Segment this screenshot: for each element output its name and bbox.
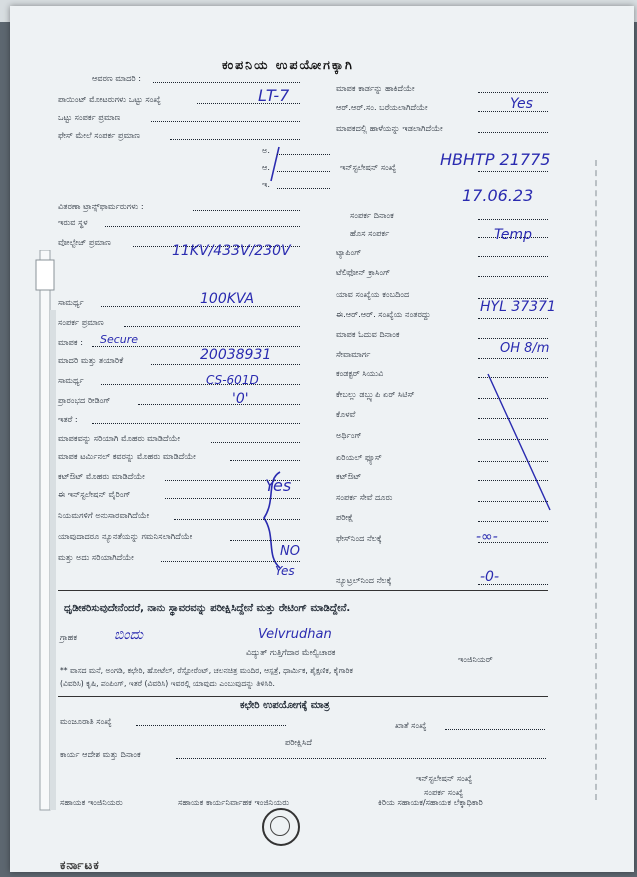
field-label-read: ಪ್ರಾರಂಭದ ರೀಡಿಂಗ್ bbox=[58, 395, 111, 405]
installation-no-label: ಇನ್‌ಸ್ಟಲೇಷನ್ ಸಂಖ್ಯೆ bbox=[416, 773, 473, 783]
field-label-conn: ಸಂಪರ್ಕ ಪ್ರಮಾಣ bbox=[58, 317, 104, 327]
field-line-seal2[interactable] bbox=[230, 460, 300, 461]
consumer-value: ಬಿಂದು bbox=[114, 627, 144, 643]
field-value-new: Temp bbox=[494, 227, 532, 243]
field-line-a2[interactable] bbox=[277, 171, 330, 172]
field-label-mbook: ಮಾಪಕದಲ್ಲಿ ಹಾಳೆಯನ್ನು ಇಡಲಾಗಿದೆಯೇ bbox=[336, 123, 443, 133]
field-line-model[interactable] bbox=[151, 364, 300, 365]
field-line-seal3[interactable] bbox=[165, 480, 300, 481]
field-label-new: ಹೊಸ ಸಂಪರ್ಕ bbox=[350, 228, 390, 238]
field-line-avarana[interactable] bbox=[153, 82, 300, 83]
field-value-meter: Secure bbox=[100, 333, 139, 346]
field-value-route: OH 8/m bbox=[500, 341, 550, 356]
field-line-cond[interactable] bbox=[478, 377, 548, 378]
field-label-total: ಒಟ್ಟು ಸಂಪರ್ಕ ಪ್ರಮಾಣ bbox=[58, 112, 121, 122]
field-line-read[interactable] bbox=[138, 404, 300, 405]
field-label-trans: ವಿತರಣಾ ಟ್ರಾನ್ಸ್‌ಫಾರ್ಮರುಗಳು : bbox=[58, 201, 144, 211]
field-line-route[interactable] bbox=[478, 358, 548, 359]
field-label-defect: ಯಾವುದಾದರೂ ನ್ಯೂನತೆಯನ್ನು ಗಮನಿಸಲಾಗಿದೆಯೇ bbox=[58, 531, 193, 541]
field-line-dist[interactable] bbox=[478, 501, 548, 502]
field-line-other[interactable] bbox=[92, 423, 300, 424]
field-label-mdate: ಮಾಪಕ ಓದುವ ದಿನಾಂಕ bbox=[336, 329, 400, 339]
field-line-err[interactable] bbox=[478, 318, 548, 319]
field-label-pole: ಯಾವ ಸಂಖ್ಯೆಯ ಕಂಬದಿಂದ bbox=[336, 289, 410, 299]
field-label-seal1: ಮಾಪಕವನ್ನು ಸರಿಯಾಗಿ ಮೊಹರು ಮಾಡಿದೆಯೇ bbox=[58, 433, 181, 443]
field-line-fuse[interactable] bbox=[478, 461, 548, 462]
field-label-seal2: ಮಾಪಕ ಟರ್ಮಿನಲ್ ಕವರನ್ನು ಮೊಹರು ಮಾಡಿದೆಯೇ bbox=[58, 451, 196, 461]
field-value-paint: LT-7 bbox=[258, 86, 290, 105]
field-line-kole[interactable] bbox=[478, 418, 548, 419]
field-label-paint: ಪಾಯಿಂಟ್ ಮೋಟರುಗಳು ಒಟ್ಟು ಸಂಖ್ಯೆ bbox=[58, 94, 161, 104]
field-label-test: ಪರೀಕ್ಷೆ bbox=[336, 512, 354, 522]
ledger-label: ಖಾತೆ ಸಂಖ್ಯೆ bbox=[395, 720, 427, 730]
note-line1: ** ವಾಸದ ಮನೆ, ಅಂಗಡಿ, ಕಛೇರಿ, ಹೋಟೆಲ್, ರೆಸ್ಟೋರೆಂಟ್, ಚಲನಚಿತ್ರ ಮಂದಿರ, ಆಸ್ಪತ್ರೆ, ಧಾರ್ಮಿಕ, ಶೈಕ್ಷಣಿಕ, ಕೈಗಾರಿಕ bbox=[60, 666, 353, 675]
field-value-err: HYL 37371 bbox=[480, 299, 556, 315]
field-line-conn[interactable] bbox=[124, 326, 300, 327]
diagonal-strike-icon bbox=[480, 370, 560, 520]
field-label-other: ಇತರೆ : bbox=[58, 414, 78, 424]
field-label-phearth: ಫೇಸ್‌ನಿಂದ ನೆಲಕ್ಕೆ bbox=[336, 533, 382, 543]
field-line-trans[interactable] bbox=[193, 210, 300, 211]
field-line-a3[interactable] bbox=[277, 188, 330, 189]
field-label-fuse: ಏರಿಯಲ್ ಫ್ಯೂಸ್ bbox=[336, 452, 382, 462]
divider bbox=[58, 590, 548, 591]
field-value-nearth: -0- bbox=[480, 569, 500, 585]
field-line-cutout[interactable] bbox=[478, 480, 548, 481]
field-label-cdate: ಸಂಪರ್ಕ ದಿನಾಂಕ bbox=[350, 210, 394, 220]
field-label-ok: ಮತ್ತು ಅದು ಸರಿಯಾಗಿದೆಯೇ bbox=[58, 552, 134, 562]
field-line-tap[interactable] bbox=[478, 256, 548, 257]
field-label-meter: ಮಾಪಕ : bbox=[58, 337, 83, 347]
checked-label: ಪರೀಕ್ಷಿಸಿದೆ bbox=[285, 737, 312, 747]
field-value-ok: Yes bbox=[275, 564, 295, 578]
field-label-err: ಈ.ಆರ್.ಆರ್. ಸಂಖ್ಯೆಯ ನಂತರದ್ದು bbox=[336, 309, 431, 319]
field-line-mbook[interactable] bbox=[478, 132, 548, 133]
field-label-a2: ಆ. bbox=[262, 162, 271, 172]
contractor-label: ವಿದ್ಯುತ್ ಗುತ್ತಿಗೆದಾರ ಮೇಲ್ವಿಚಾರಕ bbox=[246, 647, 336, 657]
asst-engineer-sig: ಸಹಾಯಕ ಇಂಜಿನಿಯರು bbox=[60, 797, 123, 807]
form-title: ಕಂಪನಿಯ ಉಪಯೋಗಕ್ಕಾಗಿ bbox=[222, 57, 354, 72]
field-value-cdate: 17.06.23 bbox=[462, 186, 534, 205]
field-value-read: '0' bbox=[232, 391, 249, 407]
seal-yes-value: Yes bbox=[265, 476, 292, 495]
field-label-avarana: ಆವರಣ ಮಾದರಿ : bbox=[92, 73, 142, 83]
field-line-rules[interactable] bbox=[174, 519, 300, 520]
field-line-cable[interactable] bbox=[478, 398, 548, 399]
order-label: ಕಾರ್ಯ ಆದೇಶ ಮತ್ತು ದಿನಾಂಕ bbox=[60, 749, 141, 759]
contractor-signature: Velvrudhan bbox=[258, 627, 332, 642]
field-line-cdate[interactable] bbox=[478, 219, 548, 220]
field-label-nearth: ನ್ಯೂಟ್ರಲ್‌ನಿಂದ ನೆಲಕ್ಕೆ bbox=[336, 575, 392, 585]
field-label-cap: ಸಾಮರ್ಥ್ಯ bbox=[58, 297, 84, 307]
field-label-a1: ಅ. bbox=[262, 145, 270, 155]
field-label-cond: ಕಂಡಕ್ಟರ್ ಸಿಯುವಿ bbox=[336, 368, 384, 378]
field-label-place: ಇರುವ ಸ್ಥಳ bbox=[58, 217, 88, 227]
field-line-defect[interactable] bbox=[230, 540, 300, 541]
field-label-volt: ವೋಲ್ಟೇಜ್ ಪ್ರಮಾಣ bbox=[58, 237, 111, 247]
field-label-rr: ಆರ್.ಆರ್.ಸಂ. ಬರೆಯಲಾಗಿದೆಯೇ bbox=[336, 102, 428, 112]
field-label-tel: ಟೆಲಿಫೋನ್ ಕ್ರಾಸಿಂಗ್ bbox=[336, 267, 391, 277]
field-label-inst: ಇನ್‌ಸ್ಟಲೇಷನ್ ಸಂಖ್ಯೆ bbox=[340, 162, 397, 172]
field-value-phearth: -∞- bbox=[476, 529, 498, 545]
field-label-cable: ಕೇಬಲ್ಲು ಡಬ್ಲ್ಯುಪಿ ಏರ್ ಸಿಟಿಸ್ bbox=[336, 389, 415, 399]
field-line-inst[interactable] bbox=[478, 171, 548, 172]
field-line-cap2[interactable] bbox=[101, 384, 300, 385]
field-line-seal1[interactable] bbox=[211, 442, 300, 443]
field-value-defect: NO bbox=[280, 544, 300, 559]
field-label-earth: ಅರ್ಥಿಂಗ್ bbox=[336, 430, 362, 440]
field-line-wiring[interactable] bbox=[165, 498, 300, 499]
field-label-tap: ಟ್ಯಾಪಿಂಗ್ bbox=[336, 247, 362, 257]
ledger-field[interactable] bbox=[445, 729, 545, 730]
field-label-rules: ನಿಯಮಗಳಿಗೆ ಅನುಸಾರವಾಗಿದೆಯೇ bbox=[58, 510, 150, 520]
field-label-cutout: ಕಟ್‌ಔಟ್ bbox=[336, 471, 362, 481]
field-label-mcard: ಮಾಪಕ ಕಾರ್ಡನ್ನು ಹಾಕಿದೆಯೇ bbox=[336, 83, 415, 93]
field-value-cap: 100KVA bbox=[200, 291, 255, 307]
company-seal-icon bbox=[262, 808, 300, 846]
field-line-tel[interactable] bbox=[478, 276, 548, 277]
sanction-field[interactable] bbox=[136, 725, 286, 726]
field-line-a1[interactable] bbox=[277, 154, 330, 155]
divider bbox=[58, 696, 548, 697]
field-line-test[interactable] bbox=[478, 521, 548, 522]
declaration: ಧೃಡೀಕರಿಸುವುದೇನೆಂದರೆ, ನಾನು ಸ್ಥಾವರವನ್ನು ಪರೀಕ್ಷಿಸಿದ್ದೇನೆ ಮತ್ತು ರೇಟಿಂಗ್ ಮಾಡಿದ್ದೇನೆ. bbox=[64, 603, 351, 614]
field-line-place[interactable] bbox=[105, 226, 300, 227]
field-label-route: ಸೇವಾಮಾರ್ಗ bbox=[336, 349, 371, 359]
consumer-label: ಗ್ರಾಹಕ bbox=[60, 632, 78, 642]
field-value-model: 20038931 bbox=[200, 347, 272, 363]
field-label-model: ಮಾದರಿ ಮತ್ತು ತಯಾರಿಕೆ bbox=[58, 355, 124, 365]
accounts-officer-sig: ಕಿರಿಯ ಸಹಾಯಕ/ಸಹಾಯಕ ಲೆಕ್ಕಾಧಿಕಾರಿ bbox=[378, 797, 483, 807]
engineer-label: ಇಂಜಿನಿಯರ್ bbox=[458, 654, 493, 664]
field-line-total[interactable] bbox=[151, 121, 300, 122]
connection-no-label: ಸಂಪರ್ಕ ಸಂಖ್ಯೆ bbox=[424, 787, 464, 797]
sanction-label: ಮಂಜೂರಾತಿ ಸಂಖ್ಯೆ bbox=[60, 716, 112, 726]
field-label-a3: ಇ. bbox=[262, 179, 270, 189]
field-value-cap2: CS-601D bbox=[206, 373, 259, 387]
field-label-dist: ಸಂಪರ್ಕ ಸೇವೆ ದೂರು bbox=[336, 492, 393, 502]
field-line-mdate[interactable] bbox=[478, 338, 548, 339]
field-line-phase[interactable] bbox=[170, 139, 300, 140]
asst-exec-engineer-sig: ಸಹಾಯಕ ಕಾರ್ಯನಿರ್ವಾಹಕ ಇಂಜಿನಿಯರು bbox=[178, 797, 290, 807]
field-label-cap2: ಸಾಮರ್ಥ್ಯ bbox=[58, 375, 84, 385]
field-line-ok[interactable] bbox=[161, 561, 300, 562]
field-value-inst: HBHTP 21775 bbox=[440, 150, 551, 169]
field-value-rr: Yes bbox=[510, 96, 533, 112]
perforated-edge bbox=[595, 160, 635, 800]
field-label-seal3: ಕಟ್‌ಔಟ್ ಮೊಹರು ಮಾಡಿದೆಯೇ bbox=[58, 471, 145, 481]
field-value-volt: 11KV/433V/230V bbox=[172, 243, 291, 259]
order-field[interactable] bbox=[176, 758, 546, 759]
office-title: ಕಛೇರಿ ಉಪಯೋಗಕ್ಕೆ ಮಾತ್ರ bbox=[240, 700, 330, 711]
field-label-phase: ಫೇಸ್ ಮೇಲೆ ಸಂಪರ್ಕ ಪ್ರಮಾಣ bbox=[58, 130, 141, 140]
footer-text: ಕರ್ನಾಟಕ bbox=[60, 858, 100, 872]
field-label-wiring: ಈ ಇನ್‌ಸ್ಟಲೇಷನ್ ವೈರಿಂಗ್ bbox=[58, 489, 131, 499]
note-line2: (ವಿವರಿಸಿ) ಕೃಷಿ, ಪಂಪಿಂಗ್, ಇತರೆ (ವಿವರಿಸಿ) ಇವರಲ್ಲಿ ಯಾವುದು ಎಂಬುವುದನ್ನು ತಿಳಿಸಿರಿ. bbox=[60, 679, 275, 688]
field-line-earth[interactable] bbox=[478, 439, 548, 440]
field-label-kole: ಕೊಳವೆ bbox=[336, 409, 356, 419]
field-line-mcard[interactable] bbox=[478, 92, 548, 93]
